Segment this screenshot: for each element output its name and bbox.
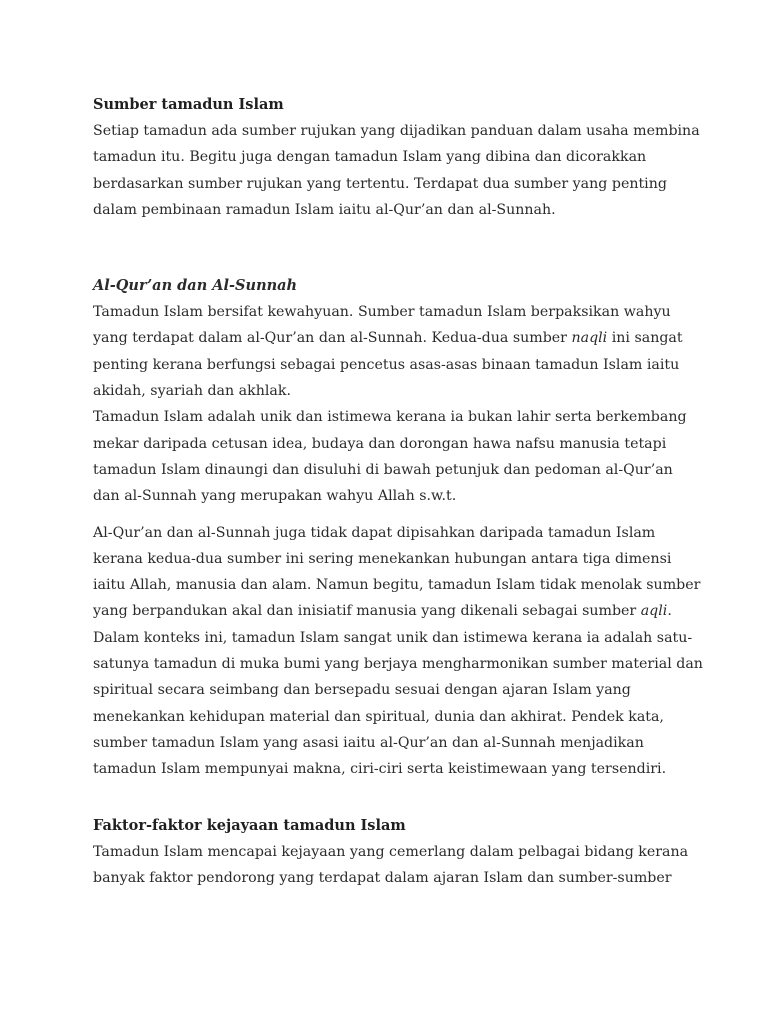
text-fragment: . (667, 603, 672, 620)
subheading-al-quran-dan-al-sunnah: Al-Qur’an dan Al-Sunnah (93, 277, 298, 295)
paragraph-tidak-dapat-dipisahkan (93, 520, 703, 783)
section-heading-faktor-kejayaan: Faktor-faktor kejayaan tamadun Islam (93, 816, 406, 834)
text-line: iaitu Allah, manusia dan alam. Namun begitu, tamadun Islam tidak menolak sumber (93, 577, 701, 594)
text-line: Setiap tamadun ada sumber rujukan yang dijadikan panduan dalam usaha membina (93, 123, 700, 139)
text-fragment: yang berpandukan akal dan inisiatif manusia yang dikenali sebagai sumber (93, 603, 641, 620)
text-line: dan al-Sunnah yang merupakan wahyu Allah s.w.t. (93, 488, 457, 505)
paragraph-spacer (93, 510, 683, 520)
text-line (93, 598, 683, 624)
text-line: Al-Qur’an dan al-Sunnah juga tidak dapat dipisahkan daripada tamadun Islam (93, 524, 656, 541)
text-line: menekankan kehidupan material dan spiritual, dunia dan akhirat. Pendek kata, (93, 708, 664, 725)
paragraph-faktor-kejayaan (93, 839, 689, 892)
text-line: penting kerana berfungsi sebagai pencetus asas-asas binaan tamadun Islam iaitu (93, 356, 680, 373)
text-line: dalam pembinaan ramadun Islam iaitu al-Qur’an dan al-Sunnah. (93, 201, 556, 218)
paragraph-unik-dan-istimewa (93, 404, 687, 509)
text-line: akidah, syariah dan akhlak. (93, 383, 291, 400)
section-heading-sumber-tamadun-islam: Sumber tamadun Islam (93, 96, 284, 113)
document-page (93, 92, 703, 891)
text-line: satunya tamadun di muka bumi yang berjaya mengharmonikan sumber material dan (93, 656, 703, 673)
text-line: tamadun Islam dinaungi dan disuluhi di bawah petunjuk dan pedoman al-Qur’an (93, 461, 673, 478)
text-fragment: yang terdapat dalam al-Qur’an dan al-Sunnah. Kedua-dua sumber (93, 330, 572, 347)
text-line: tamadun itu. Begitu juga dengan tamadun Islam yang dibina dan dicorakkan (93, 149, 647, 166)
text-line: Tamadun Islam mencapai kejayaan yang cemerlang dalam pelbagai bidang kerana (93, 843, 689, 860)
text-line: kerana kedua-dua sumber ini sering menekankan hubungan antara tiga dimensi (93, 550, 672, 567)
text-line: spiritual secara seimbang dan bersepadu sesuai dengan ajaran Islam yang (93, 682, 631, 699)
text-line: berdasarkan sumber rujukan yang tertentu. Terdapat dua sumber yang penting (93, 175, 667, 192)
text-line: Tamadun Islam adalah unik dan istimewa kerana ia bukan lahir serta berkembang (93, 409, 687, 426)
text-line: Dalam konteks ini, tamadun Islam sangat unik dan istimewa kerana ia adalah satu- (93, 629, 693, 646)
italic-term-aqli: aqli (640, 603, 668, 620)
section-spacer (93, 223, 683, 273)
text-line: Tamadun Islam bersifat kewahyuan. Sumber tamadun Islam berpaksikan wahyu (93, 304, 671, 321)
italic-term-naqli: naqli (571, 330, 608, 347)
text-line: sumber tamadun Islam yang asasi iaitu al-Qur’an dan al-Sunnah menjadikan (93, 734, 644, 751)
text-line (93, 325, 683, 351)
section-spacer (93, 783, 683, 813)
text-line: banyak faktor pendorong yang terdapat dalam ajaran Islam dan sumber-sumber (93, 869, 672, 886)
text-line: mekar daripada cetusan idea, budaya dan dorongan hawa nafsu manusia tetapi (93, 435, 667, 452)
paragraph-kewahyuan (93, 299, 683, 404)
paragraph-sumber-tamadun-intro (93, 118, 700, 223)
text-line: tamadun Islam mempunyai makna, ciri-ciri serta keistimewaan yang tersendiri. (93, 761, 667, 778)
text-fragment: ini sangat (607, 330, 683, 347)
